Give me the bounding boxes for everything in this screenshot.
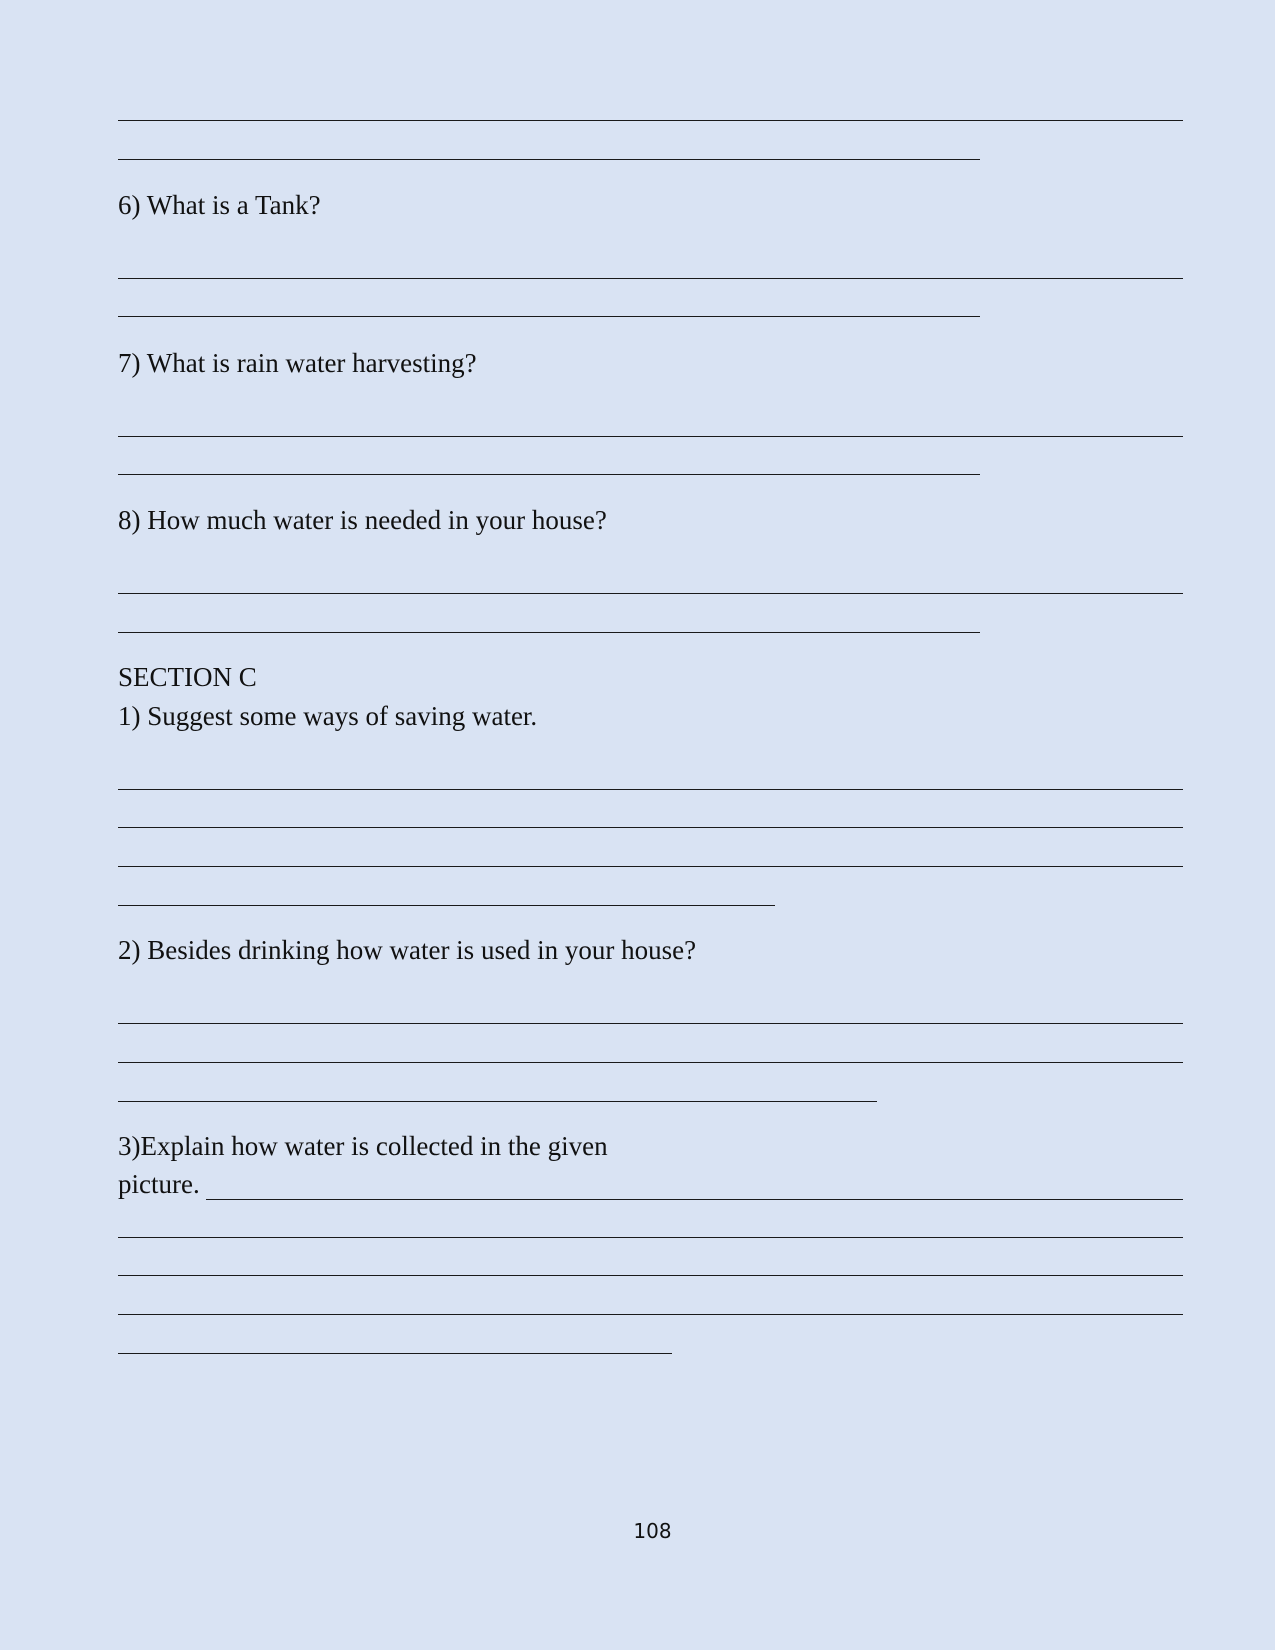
answer-line[interactable]: [118, 278, 1183, 279]
answer-line[interactable]: [118, 789, 1183, 790]
question-7: 7) What is rain water harvesting?: [118, 348, 477, 378]
answer-line[interactable]: [118, 1353, 672, 1354]
answer-line[interactable]: [118, 1062, 1183, 1063]
answer-line[interactable]: [118, 905, 775, 906]
page-number: 108: [633, 1519, 672, 1543]
answer-line[interactable]: [118, 474, 980, 475]
answer-line[interactable]: [118, 866, 1183, 867]
answer-line[interactable]: [118, 159, 980, 160]
answer-line[interactable]: [118, 120, 1183, 121]
answer-line[interactable]: [118, 827, 1183, 828]
question-6: 6) What is a Tank?: [118, 190, 321, 220]
section-c-question-2: 2) Besides drinking how water is used in your house?: [118, 935, 697, 965]
answer-line[interactable]: [118, 316, 980, 317]
answer-line[interactable]: [118, 632, 980, 633]
section-c-question-3: 3)Explain how water is collected in the given: [118, 1131, 608, 1161]
section-heading: SECTION C: [118, 662, 257, 692]
answer-line[interactable]: [206, 1199, 1183, 1200]
answer-line[interactable]: [118, 1314, 1183, 1315]
question-8: 8) How much water is needed in your house?: [118, 505, 607, 535]
answer-line[interactable]: [118, 593, 1183, 594]
answer-line[interactable]: [118, 1101, 877, 1102]
answer-line[interactable]: [118, 1275, 1183, 1276]
section-c-question-1: 1) Suggest some ways of saving water.: [118, 701, 538, 731]
answer-line[interactable]: [118, 1237, 1183, 1238]
answer-line[interactable]: [118, 1023, 1183, 1024]
section-c-question-3-continued: picture.: [118, 1169, 200, 1199]
answer-line[interactable]: [118, 436, 1183, 437]
